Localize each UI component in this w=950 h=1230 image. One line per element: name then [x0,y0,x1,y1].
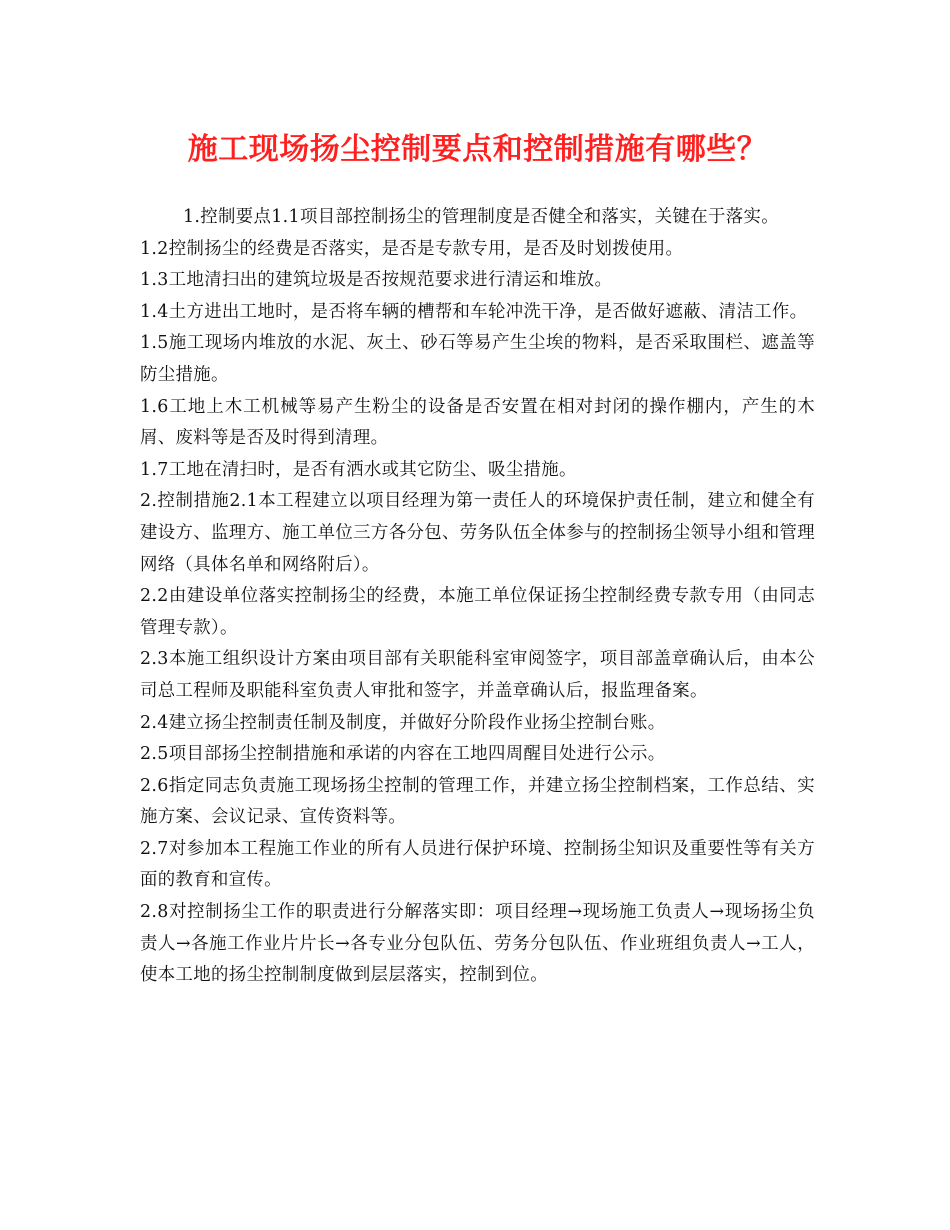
paragraph: 1.2控制扬尘的经费是否落实，是否是专款专用，是否及时划拨使用。 [140,238,684,259]
paragraph: 2.7对参加本工程施工作业的所有人员进行保护环境、控制扬尘知识及重要性等有关方面的教育和宣传。 [140,838,815,891]
document-title: 施工现场扬尘控制要点和控制措施有哪些？ [187,132,768,167]
paragraph: 2.4建立扬尘控制责任制及制度，并做好分阶段作业扬尘控制台账。 [140,712,666,733]
document-body [140,202,815,992]
paragraph: 2.6指定同志负责施工现场扬尘控制的管理工作，并建立扬尘控制档案，工作总结、实施方案、会议记录、宣传资料等。 [140,775,815,828]
paragraph: 2.3本施工组织设计方案由项目部有关职能科室审阅签字，项目部盖章确认后，由本公司总工程师及职能科室负责人审批和签字，并盖章确认后，报监理备案。 [140,649,815,701]
paragraph: 2.5项目部扬尘控制措施和承诺的内容在工地四周醒目处进行公示。 [140,744,666,765]
paragraph: 1.3工地清扫出的建筑垃圾是否按规范要求进行清运和堆放。 [140,270,613,291]
paragraph: 1.7工地在清扫时，是否有洒水或其它防尘、吸尘措施。 [140,459,577,480]
paragraph: 1.6工地上木工机械等易产生粉尘的设备是否安置在相对封闭的操作棚内，产生的木屑、废料等是否及时得到清理。 [140,396,815,449]
paragraph: 2.8对控制扬尘工作的职责进行分解落实即：项目经理→现场施工负责人→现场扬尘负责人→各施工作业片片长→各专业分包队伍、劳务分包队伍、作业班组负责人→工人，使本工地的扬尘控制制度做到层层落实，控制到位。 [140,902,815,986]
paragraph: 2.控制措施2.1本工程建立以项目经理为第一责任人的环境保护责任制，建立和健全有建设方、监理方、施工单位三方各分包、劳务队伍全体参与的控制扬尘领导小组和管理网络（具体名单和网络附后）。 [140,491,815,575]
paragraph: 1.4土方进出工地时，是否将车辆的槽帮和车轮冲洗干净，是否做好遮蔽、清洁工作。 [140,301,808,322]
paragraph: 2.2由建设单位落实控制扬尘的经费，本施工单位保证扬尘控制经费专款专用（由同志管理专款）。 [140,586,815,638]
paragraph: 1.控制要点1.1项目部控制扬尘的管理制度是否健全和落实，关键在于落实。 [183,207,779,227]
paragraph: 1.5施工现场内堆放的水泥、灰土、砂石等易产生尘埃的物料，是否采取围栏、遮盖等防尘措施。 [140,333,815,385]
